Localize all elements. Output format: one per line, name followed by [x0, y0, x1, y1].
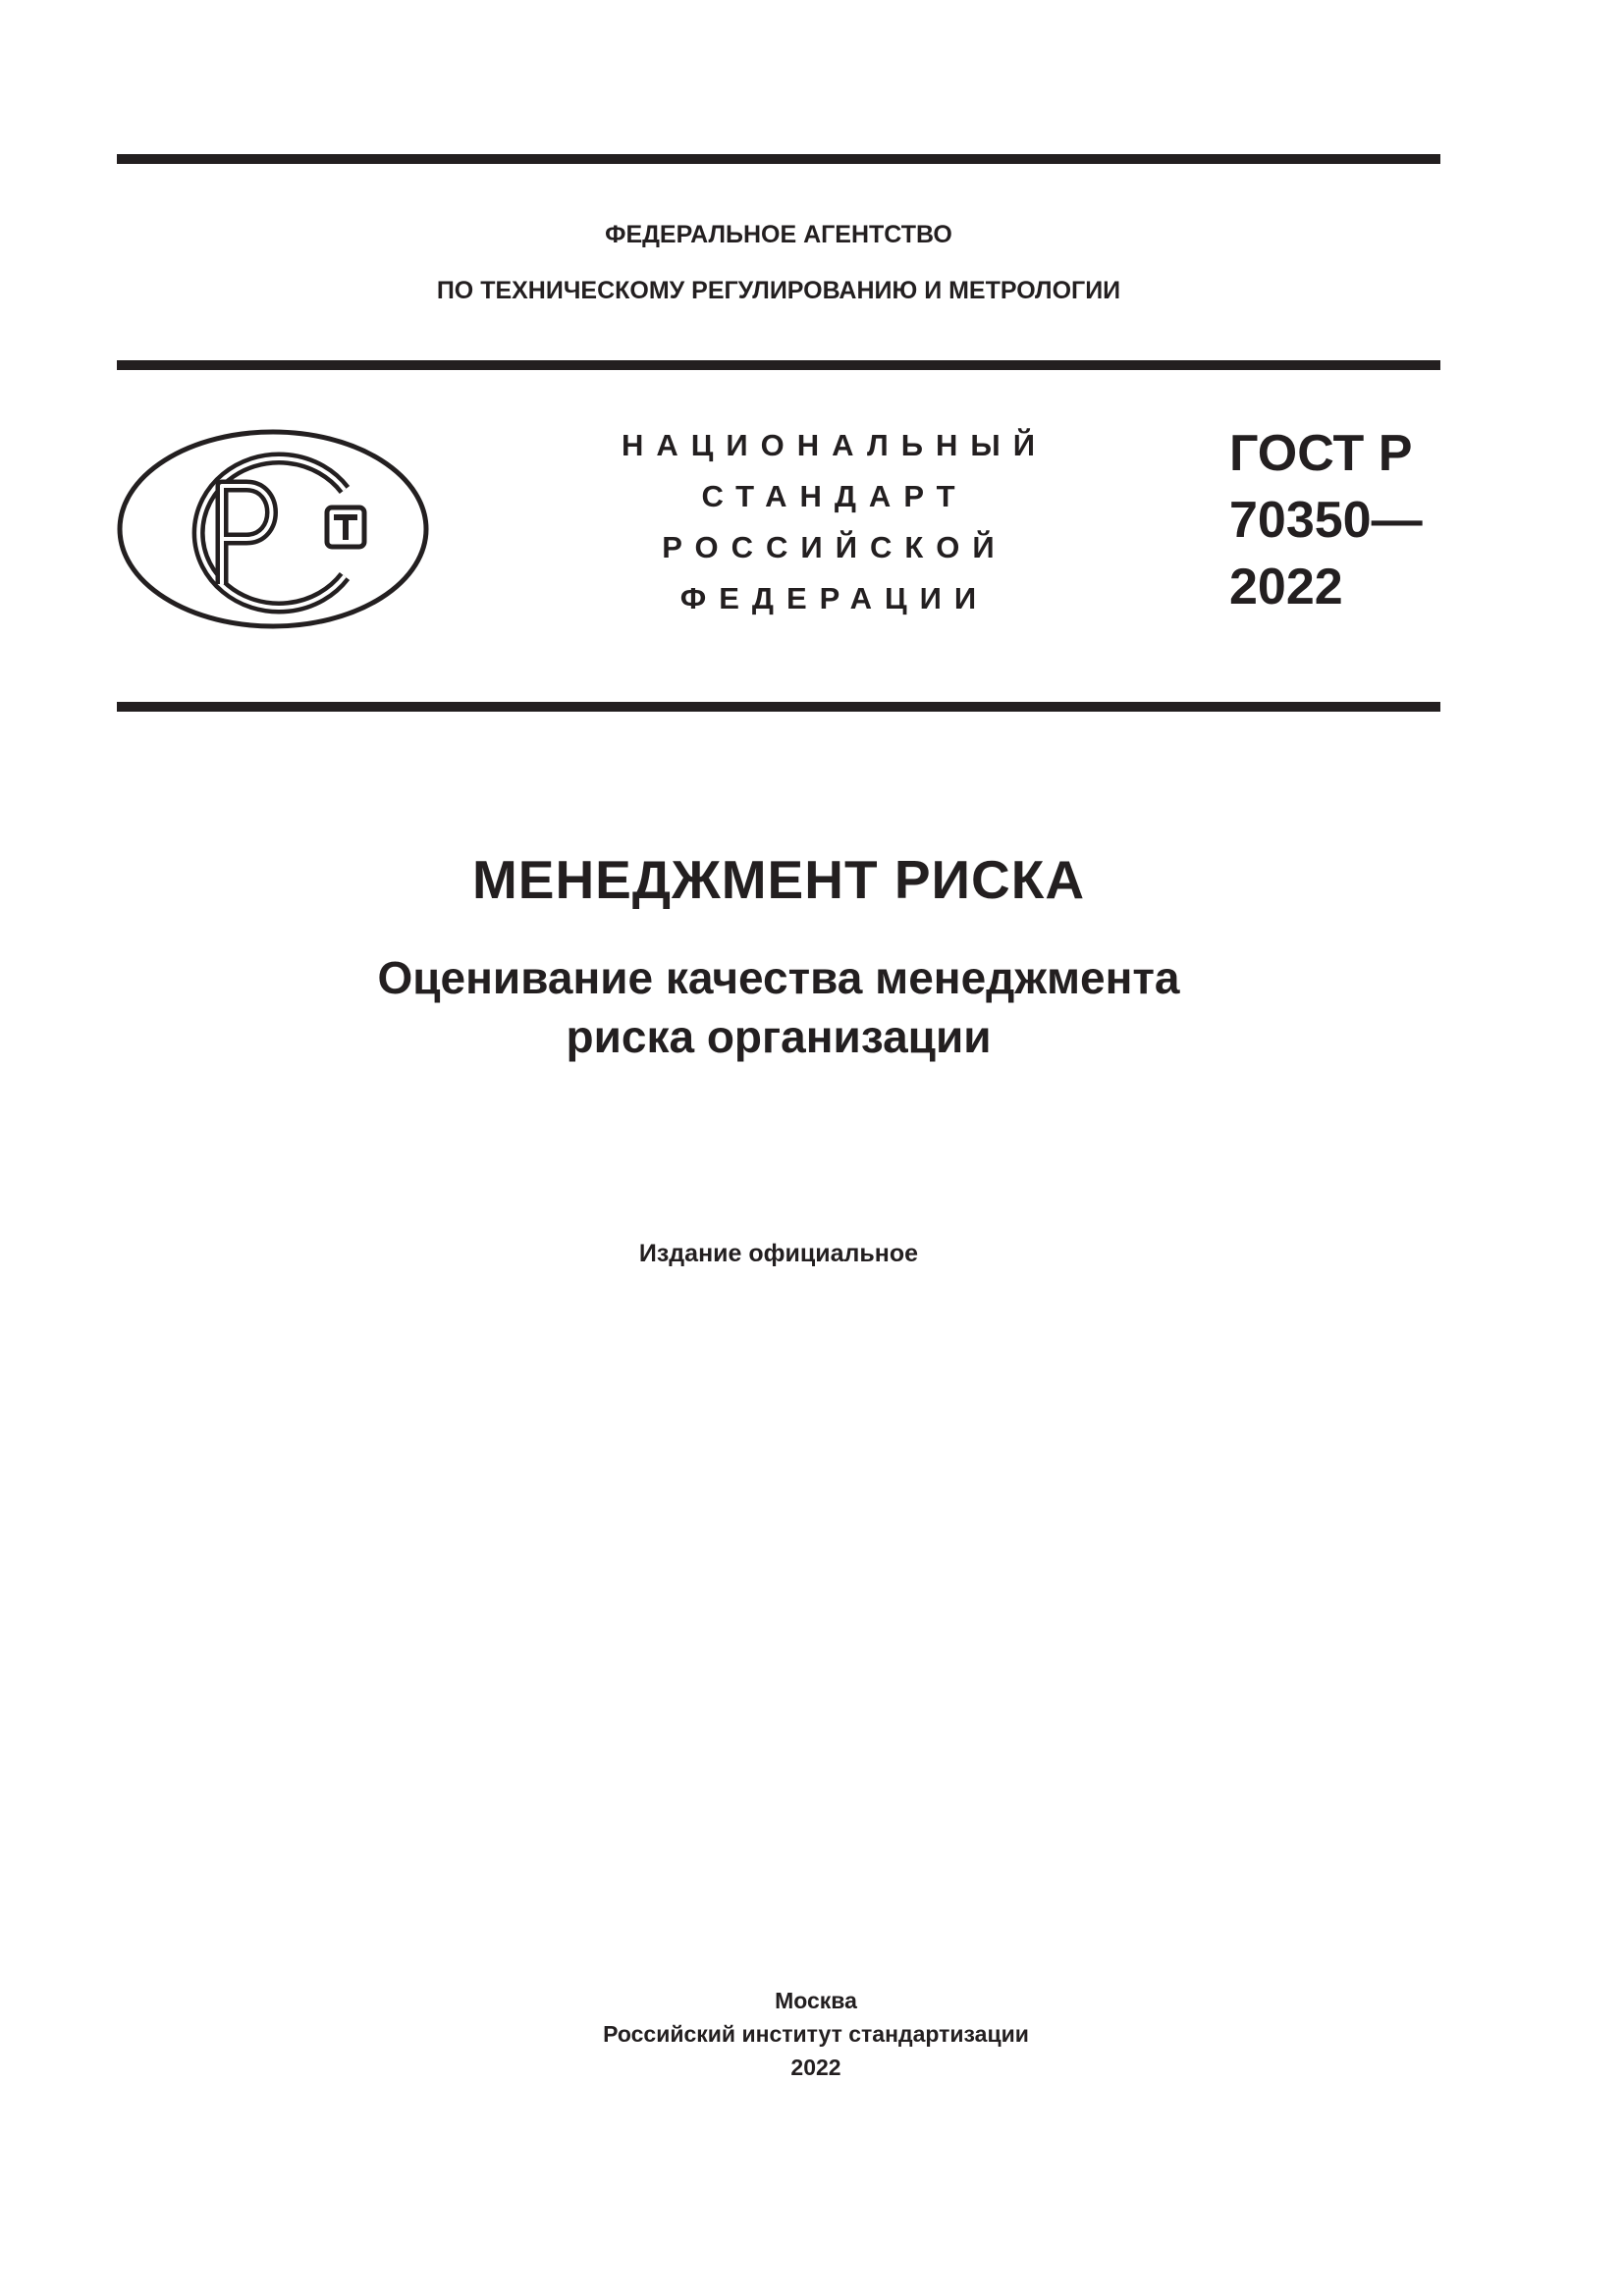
document-title: МЕНЕДЖМЕНТ РИСКА — [471, 849, 1086, 910]
agency-line-1: ФЕДЕРАЛЬНОЕ АГЕНТСТВО — [605, 221, 952, 248]
header-rule — [117, 360, 1440, 370]
rst-logo-p-letter — [222, 486, 272, 584]
standard-designation — [1229, 420, 1423, 620]
imprint — [117, 1984, 1515, 2084]
imprint-year: 2022 — [790, 2055, 841, 2080]
designation-line-1: ГОСТ Р — [1229, 425, 1413, 482]
subtitle-line-1: Оценивание качества менеджмента — [377, 952, 1180, 1003]
designation-line-3: 2022 — [1229, 559, 1343, 615]
imprint-publisher: Российский институт стандартизации — [603, 2021, 1029, 2047]
document-subtitle — [117, 948, 1440, 1066]
edition-note: Издание официальное — [638, 1240, 919, 1267]
imprint-city: Москва — [775, 1988, 857, 2013]
standard-type — [569, 420, 1100, 624]
designation-line-2: 70350— — [1229, 492, 1423, 549]
rst-logo — [117, 429, 429, 629]
agency-header — [117, 207, 1440, 319]
standard-type-line-2: СТАНДАРТ — [701, 479, 968, 513]
standard-type-line-3: РОССИЙСКОЙ — [662, 530, 1007, 564]
top-rule — [117, 154, 1440, 164]
subtitle-line-2: риска организации — [566, 1011, 992, 1062]
designation-rule — [117, 702, 1440, 712]
standard-type-line-1: НАЦИОНАЛЬНЫЙ — [621, 428, 1049, 462]
standard-type-line-4: ФЕДЕРАЦИИ — [679, 581, 990, 615]
agency-line-2: ПО ТЕХНИЧЕСКОМУ РЕГУЛИРОВАНИЮ И МЕТРОЛОГИИ — [436, 277, 1121, 304]
